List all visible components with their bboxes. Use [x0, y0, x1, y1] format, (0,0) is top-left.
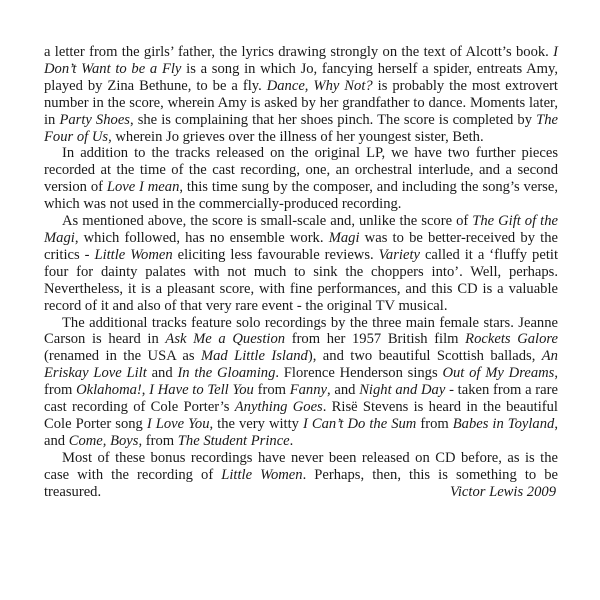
- italic-title-span: Come, Boys: [68, 432, 139, 449]
- italic-title-span: Night and Day: [359, 382, 446, 399]
- text-span: , and: [327, 382, 360, 399]
- text-span: In addition to the tracks released on the original LP, we have two further pieces recorded at the time of the cast recording, one, an orchestral interlude, and a second version of: [44, 145, 558, 196]
- italic-title-span: Anything Goes: [234, 399, 323, 416]
- text-span: , which followed, has no ensemble work.: [74, 229, 329, 246]
- italic-title-span: Mad Little Island: [200, 348, 308, 365]
- text-span: , from: [138, 432, 178, 449]
- text-span: , from: [44, 365, 558, 399]
- text-span: , this time sung by the composer, and including the song’s verse, which was not used in the commercially-produced recording.: [44, 179, 558, 213]
- italic-title-span: In the Gloaming: [177, 365, 276, 382]
- paragraph: [44, 213, 558, 314]
- italic-title-span: The Student Prince: [177, 432, 290, 449]
- italic-title-span: Rockets Galore: [465, 331, 558, 348]
- italic-title-span: Fanny: [289, 382, 327, 399]
- text-span: from: [253, 382, 290, 399]
- text-span: . Perhaps, then, this is something to be treasured.: [44, 466, 559, 500]
- text-span: is a song in which Jo, fancying herself a spider, entreats Amy, played by Zina Bethune, to be a fly.: [44, 60, 558, 94]
- signature: Victor Lewis 2009: [450, 483, 556, 500]
- paragraph: [44, 145, 558, 213]
- italic-title-span: Little Women: [94, 246, 173, 263]
- text-span: was to be better-received by the critics -: [44, 229, 558, 263]
- italic-title-span: The Gift of the Magi: [44, 213, 558, 246]
- italic-title-span: Oklahoma!: [76, 382, 142, 399]
- text-span: The additional tracks feature solo recordings by the three main female stars. Jeanne Carson is heard in: [44, 314, 558, 348]
- italic-title-span: I Have to Tell You: [149, 382, 254, 399]
- text-span: eliciting less favourable reviews.: [172, 246, 379, 263]
- italic-title-span: I Don’t Want to be a Fly: [44, 44, 558, 77]
- italic-title-span: Magi: [328, 229, 360, 246]
- text-span: from: [416, 415, 453, 432]
- italic-title-span: Variety: [378, 246, 420, 263]
- text-span: and: [146, 365, 178, 382]
- italic-title-span: I Can’t Do the Sum: [302, 415, 417, 432]
- italic-title-span: I Love You: [146, 415, 210, 432]
- text-span: from her 1957 British film: [285, 331, 466, 348]
- text-span: , and: [44, 415, 558, 449]
- italic-title-span: Ask Me a Question: [165, 331, 286, 348]
- text-span: .: [289, 432, 294, 449]
- text-span: . Florence Henderson sings: [275, 365, 443, 382]
- italic-title-span: Out of My Dreams: [442, 365, 555, 382]
- text-span: , wherein Jo grieves over the illness of her youngest sister, Beth.: [108, 128, 484, 145]
- text-span: As mentioned above, the score is small-scale and, unlike the score of: [62, 213, 473, 230]
- text-span: - taken from a rare cast recording of Cole Porter’s: [44, 382, 558, 416]
- text-span: Most of these bonus recordings have never been released on CD before, as is the case with the recording of: [44, 449, 558, 483]
- paragraph: [44, 315, 558, 450]
- italic-title-span: Party Shoes: [59, 111, 130, 128]
- text-span: called it a ‘fluffy petit four for dainty palates with not much to sink the choppers into’. Well, perhaps. Nevertheless, it is a pleasant score, with fine performances, and this CD is a valuable record of it and also of that very rare event - the original TV musical.: [44, 246, 558, 314]
- italic-title-span: An Eriskay Love Lilt: [44, 348, 558, 382]
- text-span: ,: [141, 382, 150, 399]
- text-span: . Risë Stevens is heard in the beautiful Cole Porter song: [44, 399, 558, 432]
- italic-title-span: Dance, Why Not?: [266, 77, 373, 94]
- text-span: is probably the most extrovert number in the score, wherein Amy is asked by her grandfather to dance. Moments later, in: [44, 77, 558, 128]
- text-span: (renamed in the USA as: [44, 348, 201, 365]
- body-text: [44, 44, 558, 450]
- paragraph: [44, 44, 558, 145]
- text-span: a letter from the girls’ father, the lyrics drawing strongly on the text of Alcott’s book.: [44, 44, 554, 60]
- text-span: ), and two beautiful Scottish ballads,: [307, 348, 542, 365]
- italic-title-span: Little Women: [221, 466, 303, 483]
- text-span: , the very witty: [209, 415, 303, 432]
- italic-title-span: Babes in Toyland: [452, 415, 555, 432]
- text-span: , she is complaining that her shoes pinch. The score is completed by: [129, 111, 537, 128]
- closing-paragraph: [44, 450, 558, 501]
- italic-title-span: The Four of Us: [44, 111, 558, 145]
- italic-title-span: Love I mean: [106, 179, 180, 196]
